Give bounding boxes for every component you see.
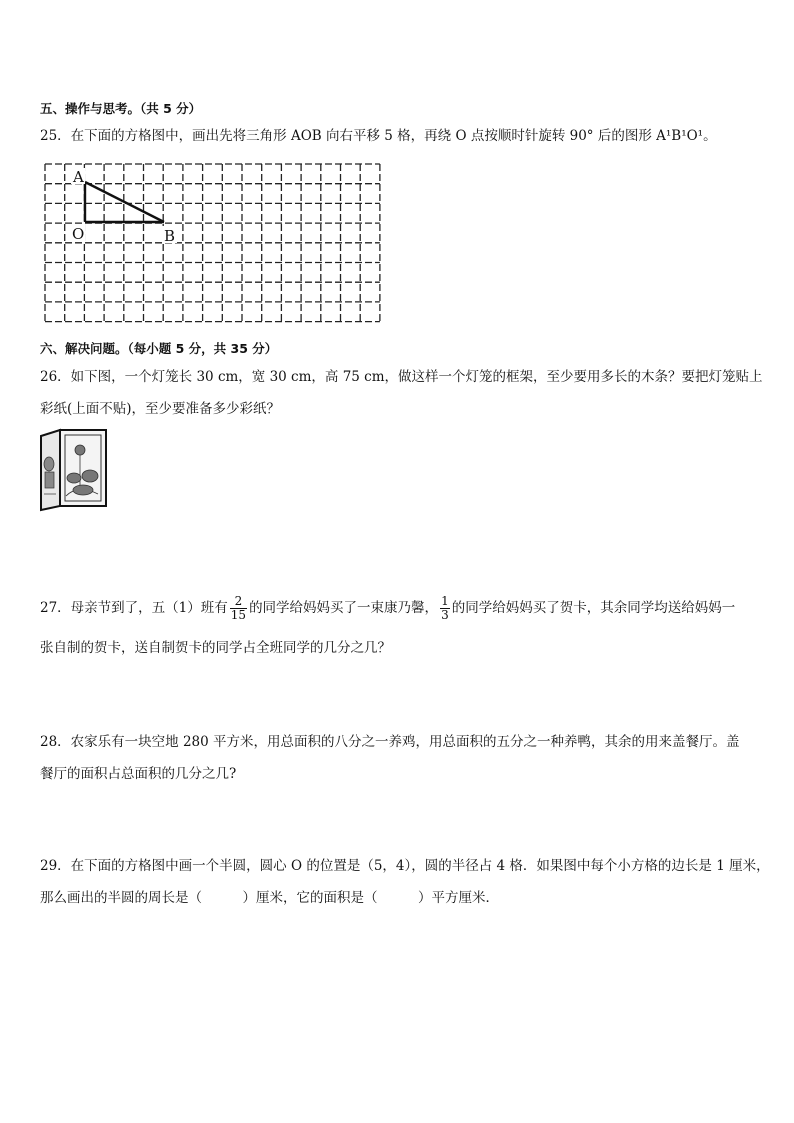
fraction-2-15-numerator: 2 [230,595,247,609]
question-26-line-2: 彩纸(上面不贴)，至少要准备多少彩纸？ [40,401,281,417]
q27-part-1: 27．母亲节到了，五（1）班有 [40,600,228,616]
section-5-heading: 五、操作与思考。（共 5 分） [40,101,202,116]
question-28-line-1: 28．农家乐有一块空地 280 平方米，用总面积的八分之一养鸡，用总面积的五分之一种养鸭，其余的用来盖餐厅。盖 [40,734,740,750]
question-29-line-2: 那么画出的半圆的周长是（ ）厘米，它的面积是（ ）平方厘米． [40,890,499,906]
lantern-illustration [38,428,110,512]
question-25-text: 25．在下面的方格图中，画出先将三角形 AOB 向右平移 5 格，再绕 O 点按顺时针旋转 90° 后的图形 A¹B¹O¹。 [40,128,717,144]
question-27-line-2: 张自制的贺卡，送自制贺卡的同学占全班同学的几分之几？ [40,640,391,656]
label-o: O [72,225,85,243]
fraction-2-15 [230,595,247,622]
question-29-line-1: 29．在下面的方格图中画一个半圆，圆心 O 的位置是（5，4），圆的半径占 4 格．如果图中每个小方格的边长是 1 厘米， [40,858,770,874]
q27-part-2: 的同学给妈妈买了一束康乃馨， [249,600,439,616]
label-b: B [164,227,176,245]
section-6-heading: 六、解决问题。（每小题 5 分，共 35 分） [40,341,278,356]
fraction-1-3-numerator: 1 [441,594,449,608]
triangle-side-ab [85,182,164,222]
triangle-aob [85,182,164,222]
fraction-1-3 [440,595,450,622]
label-a: A [73,168,84,186]
q27-part-3: 的同学给妈妈买了贺卡，其余同学均送给妈妈一 [451,600,736,616]
question-26-line-1: 26．如下图，一个灯笼长 30 cm，宽 30 cm，高 75 cm，做这样一个灯笼的框架，至少要用多长的木条？要把灯笼贴上 [40,369,763,385]
q25-grid-figure [40,160,385,326]
fraction-1-3-denominator: 3 [441,608,449,622]
fraction-2-15-denominator: 15 [230,608,247,622]
question-28-line-2: 餐厅的面积占总面积的几分之几? [40,766,237,782]
question-27-line-1 [40,590,735,626]
